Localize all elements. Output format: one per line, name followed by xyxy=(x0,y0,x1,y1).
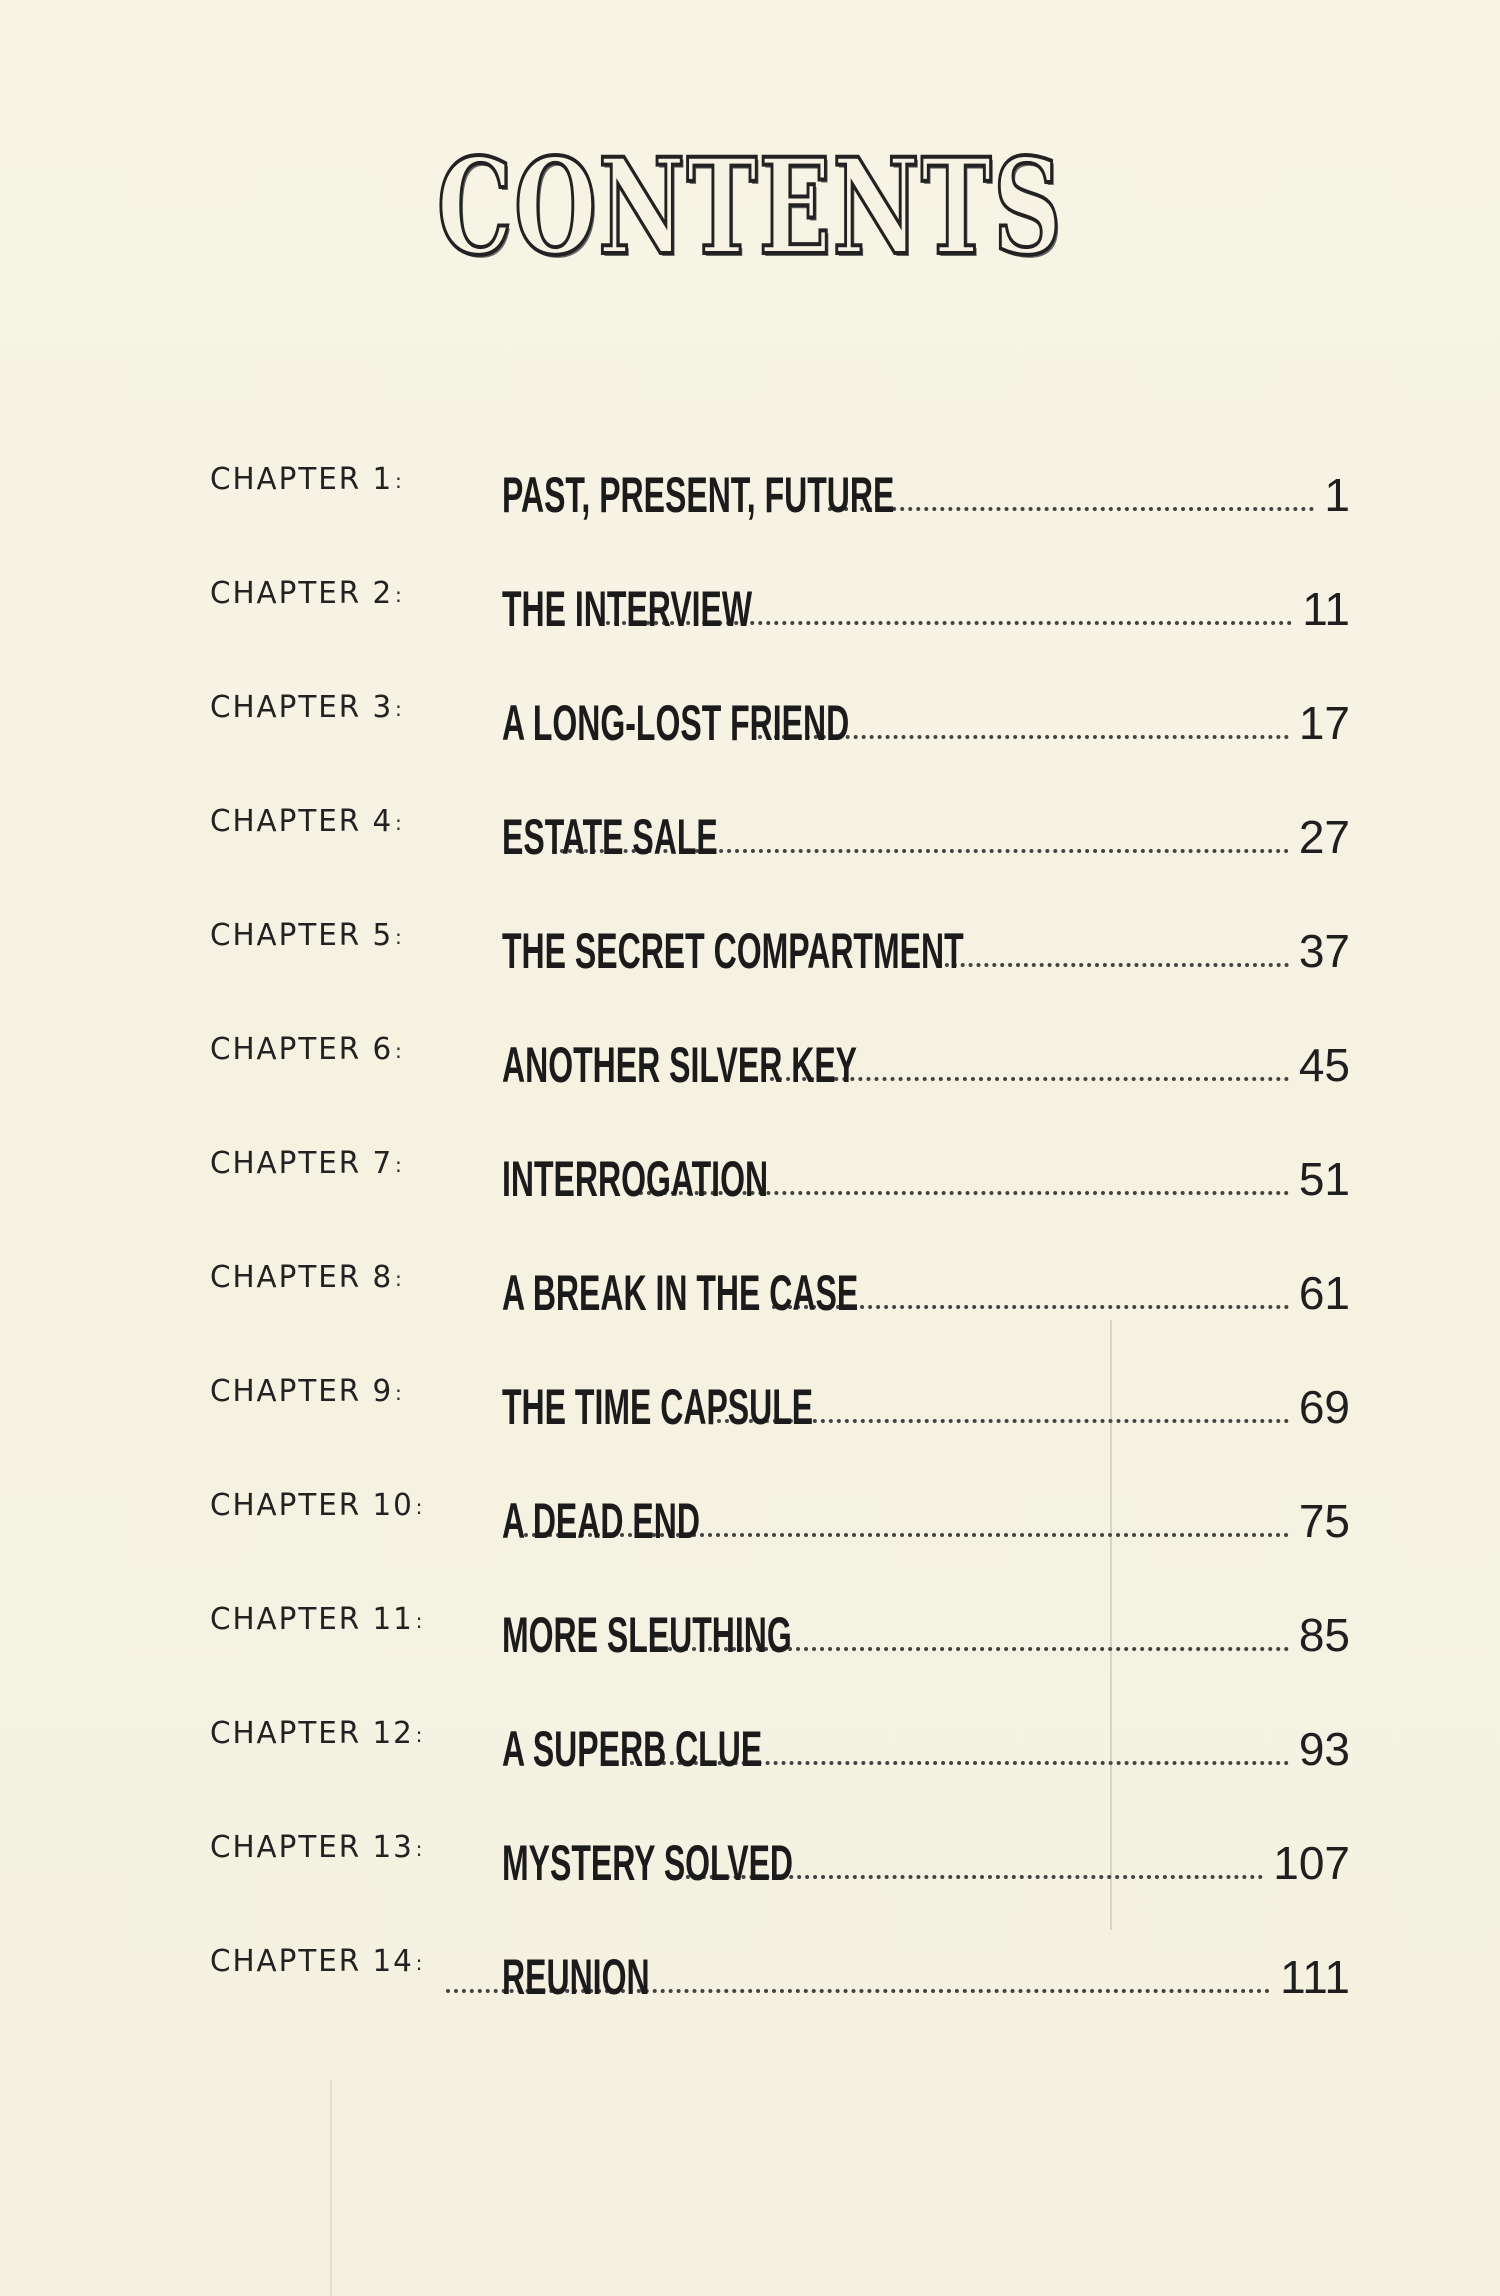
chapter-title-line xyxy=(502,1694,1350,1777)
chapter-title-line xyxy=(502,782,1350,865)
page-number: 37 xyxy=(1298,925,1350,977)
chapter-label-text: CHAPTER 6 xyxy=(210,1032,394,1067)
chapter-title-line xyxy=(502,1808,1350,1891)
page-number: 111 xyxy=(1280,1951,1350,2003)
chapter-title: INTERROGATION xyxy=(502,1151,769,1207)
chapter-row-9 xyxy=(210,1352,1350,1435)
page-number: 17 xyxy=(1298,697,1350,749)
chapter-row-10 xyxy=(210,1466,1350,1549)
page-number: 45 xyxy=(1298,1039,1350,1091)
chapter-title-line xyxy=(502,1124,1350,1207)
colon-mark: : xyxy=(415,1950,425,1975)
page-number: 93 xyxy=(1298,1723,1350,1775)
chapter-label xyxy=(210,1830,489,1865)
chapter-label-text: CHAPTER 12 xyxy=(210,1716,414,1751)
chapter-label-text: CHAPTER 1 xyxy=(210,462,394,497)
colon-mark: : xyxy=(395,810,404,835)
colon-mark: : xyxy=(395,924,404,949)
chapter-row-1 xyxy=(210,440,1350,523)
chapter-label xyxy=(210,1260,489,1295)
chapter-label xyxy=(210,1146,489,1181)
chapter-title-line xyxy=(502,440,1350,523)
chapter-row-13 xyxy=(210,1808,1350,1891)
chapter-title-line xyxy=(502,1580,1350,1663)
chapter-label-text: CHAPTER 10 xyxy=(210,1488,414,1523)
chapter-label xyxy=(210,690,489,725)
chapter-title: REUNION xyxy=(502,1949,650,2005)
chapter-row-6 xyxy=(210,1010,1350,1093)
chapter-label xyxy=(210,576,489,611)
scan-mark xyxy=(330,2080,332,2296)
chapter-title-line xyxy=(502,896,1350,979)
chapter-label-text: CHAPTER 2 xyxy=(210,576,394,611)
chapter-title: THE TIME CAPSULE xyxy=(502,1379,814,1435)
chapter-title: THE INTERVIEW xyxy=(502,581,753,637)
page-number: 107 xyxy=(1273,1837,1350,1889)
chapter-row-14 xyxy=(210,1922,1350,2005)
colon-mark: : xyxy=(395,468,404,493)
chapter-label xyxy=(210,1032,489,1067)
chapter-row-4 xyxy=(210,782,1350,865)
chapter-label xyxy=(210,1374,489,1409)
chapter-title: PAST, PRESENT, FUTURE xyxy=(502,467,895,523)
colon-mark: : xyxy=(395,582,404,607)
colon-mark: : xyxy=(395,1380,404,1405)
chapter-label-text: CHAPTER 4 xyxy=(210,804,394,839)
chapter-title: A LONG-LOST FRIEND xyxy=(502,695,850,751)
chapter-title-line xyxy=(502,1238,1350,1321)
chapter-row-7 xyxy=(210,1124,1350,1207)
chapter-title-line xyxy=(502,1010,1350,1093)
chapter-label-text: CHAPTER 5 xyxy=(210,918,394,953)
page-number: 27 xyxy=(1298,811,1350,863)
chapter-title: THE SECRET COMPARTMENT xyxy=(502,923,964,979)
chapter-title-line xyxy=(502,668,1350,751)
chapter-label-text: CHAPTER 14 xyxy=(210,1944,414,1979)
colon-mark: : xyxy=(395,1038,404,1063)
page-number: 75 xyxy=(1298,1495,1350,1547)
chapter-title: A DEAD END xyxy=(502,1493,700,1549)
page-number: 1 xyxy=(1324,469,1350,521)
chapter-label xyxy=(210,918,489,953)
chapter-title: ESTATE SALE xyxy=(502,809,718,865)
chapter-row-5 xyxy=(210,896,1350,979)
colon-mark: : xyxy=(395,1266,404,1291)
chapter-label xyxy=(210,804,489,839)
page-number: 11 xyxy=(1302,583,1350,635)
chapter-label-text: CHAPTER 13 xyxy=(210,1830,414,1865)
colon-mark: : xyxy=(415,1608,425,1633)
chapter-label-text: CHAPTER 7 xyxy=(210,1146,394,1181)
page-number: 69 xyxy=(1298,1381,1350,1433)
chapter-row-2 xyxy=(210,554,1350,637)
page-number: 51 xyxy=(1298,1153,1350,1205)
chapter-title-line xyxy=(502,1922,1350,2005)
chapter-title: A SUPERB CLUE xyxy=(502,1721,763,1777)
page-title: CONTENTS xyxy=(436,130,1064,285)
colon-mark: : xyxy=(415,1494,425,1519)
chapter-row-11 xyxy=(210,1580,1350,1663)
chapter-title: ANOTHER SILVER KEY xyxy=(502,1037,857,1093)
colon-mark: : xyxy=(415,1722,425,1747)
chapter-label xyxy=(210,1944,489,1979)
chapter-row-12 xyxy=(210,1694,1350,1777)
chapter-label-text: CHAPTER 8 xyxy=(210,1260,394,1295)
chapter-label-text: CHAPTER 3 xyxy=(210,690,394,725)
chapter-title-line xyxy=(502,554,1350,637)
chapter-title: MORE SLEUTHING xyxy=(502,1607,792,1663)
chapter-label xyxy=(210,1488,489,1523)
chapter-row-8 xyxy=(210,1238,1350,1321)
chapter-title: MYSTERY SOLVED xyxy=(502,1835,794,1891)
colon-mark: : xyxy=(395,696,404,721)
page-number: 85 xyxy=(1298,1609,1350,1661)
chapter-label xyxy=(210,1602,489,1637)
chapter-title-line xyxy=(502,1466,1350,1549)
chapter-label-text: CHAPTER 11 xyxy=(210,1602,414,1637)
chapter-title: A BREAK IN THE CASE xyxy=(502,1265,859,1321)
chapter-row-3 xyxy=(210,668,1350,751)
chapter-label xyxy=(210,1716,489,1751)
chapter-title-line xyxy=(502,1352,1350,1435)
page-number: 61 xyxy=(1298,1267,1350,1319)
dot-leader xyxy=(828,507,1314,511)
scan-mark xyxy=(1110,1320,1112,1930)
colon-mark: : xyxy=(415,1836,425,1861)
dot-leader xyxy=(937,963,1289,967)
chapter-label-text: CHAPTER 9 xyxy=(210,1374,394,1409)
colon-mark: : xyxy=(395,1152,404,1177)
chapter-label xyxy=(210,462,489,497)
